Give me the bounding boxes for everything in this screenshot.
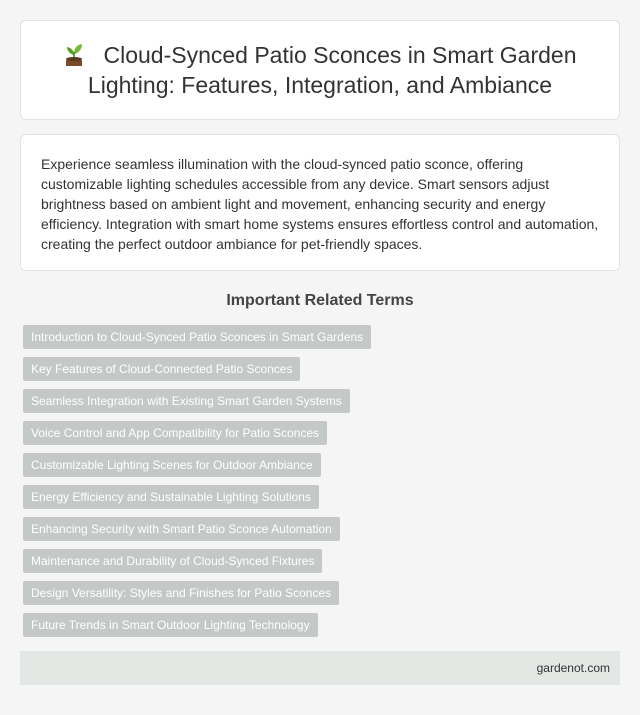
- related-terms-list: [23, 325, 623, 645]
- footer: [20, 651, 620, 685]
- related-terms-heading: Important Related Terms: [226, 292, 414, 309]
- related-term-tag[interactable]: Energy Efficiency and Sustainable Lighting Solutions: [23, 485, 319, 509]
- related-term-tag[interactable]: Seamless Integration with Existing Smart Garden Systems: [23, 389, 350, 413]
- related-term-tag[interactable]: Enhancing Security with Smart Patio Sconce Automation: [23, 517, 340, 541]
- description-text: Experience seamless illumination with the cloud-synced patio sconce, offering customizable lighting schedules accessible from any device. Smart sensors adjust brightness based on ambient light and movement, enhancing security and energy efficiency. Integration with smart home systems ensures effortless control and automation, creating the perfect outdoor ambiance for pet-friendly spaces.: [41, 156, 599, 252]
- related-term-tag[interactable]: Design Versatility: Styles and Finishes for Patio Sconces: [23, 581, 339, 605]
- page-title: [45, 40, 595, 100]
- title-text: Cloud-Synced Patio Sconces in Smart Garden Lighting: Features, Integration, and Ambiance: [87, 42, 577, 98]
- related-term-tag[interactable]: Maintenance and Durability of Cloud-Synced Fixtures: [23, 549, 322, 573]
- related-term-tag[interactable]: Future Trends in Smart Outdoor Lighting Technology: [23, 613, 318, 637]
- related-term-tag[interactable]: Key Features of Cloud-Connected Patio Sconces: [23, 357, 300, 381]
- title-card: [20, 20, 620, 120]
- related-term-tag[interactable]: Introduction to Cloud-Synced Patio Sconces in Smart Gardens: [23, 325, 371, 349]
- related-term-tag[interactable]: Customizable Lighting Scenes for Outdoor Ambiance: [23, 453, 321, 477]
- sprout-icon: [63, 42, 85, 66]
- related-term-tag[interactable]: Voice Control and App Compatibility for Patio Sconces: [23, 421, 327, 445]
- description-card: [20, 134, 620, 271]
- footer-site-link[interactable]: gardenot.com: [536, 661, 610, 675]
